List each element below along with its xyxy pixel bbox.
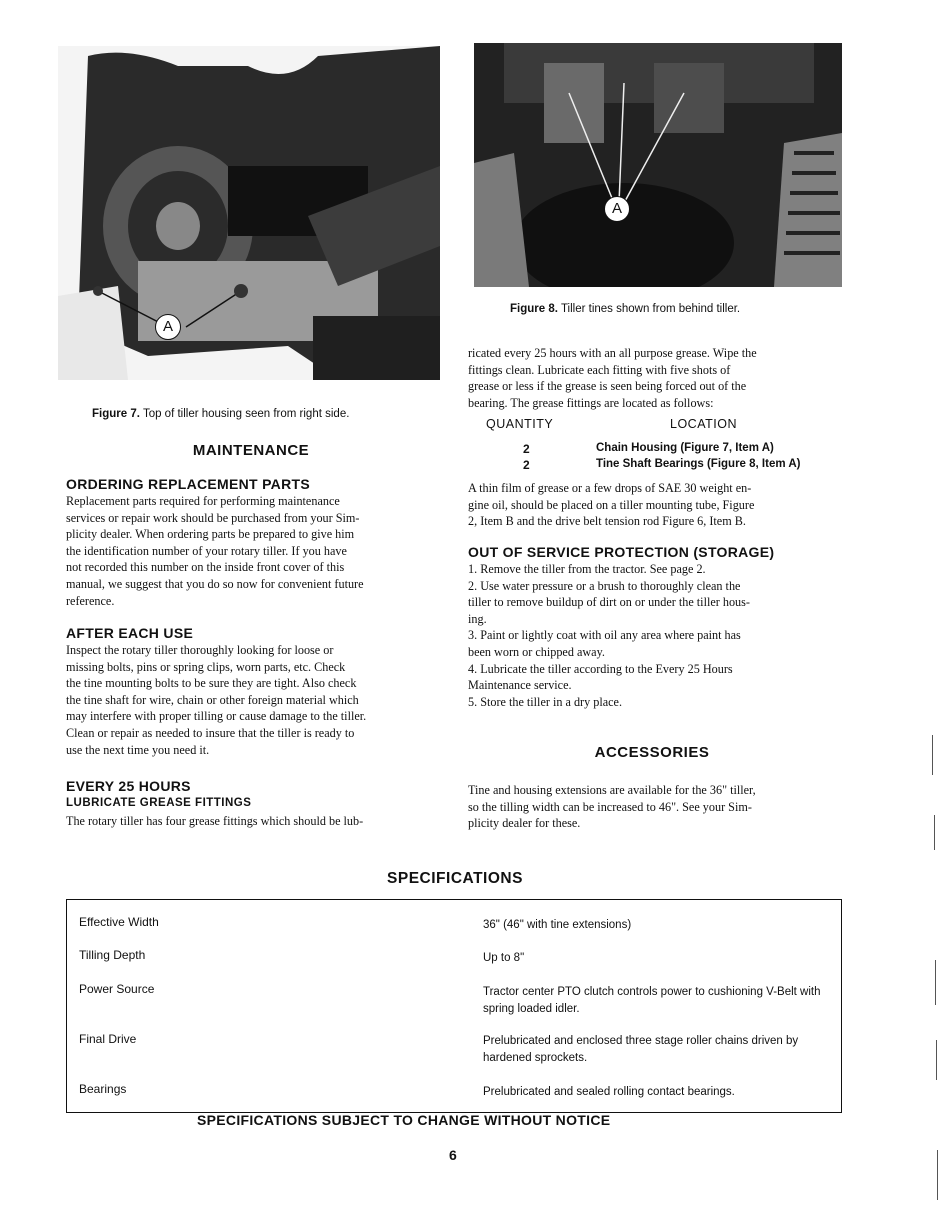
- after-line: the tine shaft for wire, chain or other foreign material which: [66, 692, 359, 707]
- figure-7-caption: [92, 408, 452, 420]
- spec-value-effective-width: 36" (46" with tine extensions): [483, 919, 632, 931]
- table-row-location: Chain Housing (Figure 7, Item A): [596, 442, 774, 454]
- specifications-heading: SPECIFICATIONS: [387, 870, 523, 887]
- storage-line: been worn or chipped away.: [468, 644, 605, 659]
- figure-8-caption: [510, 303, 840, 315]
- scan-edge-mark: [935, 960, 936, 1005]
- ordering-line: plicity dealer. When ordering parts be prepared to give him: [66, 527, 355, 542]
- ordering-line: reference.: [66, 593, 115, 608]
- spec-label-final-drive: Final Drive: [79, 1032, 137, 1046]
- figure-7-caption-text: Top of tiller housing seen from right side.: [142, 408, 350, 420]
- storage-line: 5. Store the tiller in a dry place.: [468, 694, 622, 709]
- ordering-line: not recorded this number on the inside front cover of this: [66, 560, 345, 575]
- figure-8-photo: [474, 43, 842, 287]
- scan-edge-mark: [937, 1150, 938, 1200]
- specifications-footer: SPECIFICATIONS SUBJECT TO CHANGE WITHOUT NOTICE: [197, 1112, 611, 1128]
- figure-8-caption-label: Figure 8.: [510, 303, 558, 315]
- specifications-table: [66, 899, 842, 1113]
- storage-line: Maintenance service.: [468, 678, 572, 693]
- maintenance-heading: MAINTENANCE: [192, 442, 310, 459]
- oil-body: [468, 480, 836, 530]
- after-line: missing bolts, pins or spring clips, worn parts, etc. Check: [66, 659, 346, 674]
- accessories-heading: ACCESSORIES: [594, 744, 710, 761]
- spec-label-power-source: Power Source: [79, 982, 155, 996]
- ordering-line: services or repair work should be purchased from your Sim-: [66, 510, 360, 525]
- figure-7-illustration: [58, 46, 440, 380]
- lubricate-grease-fittings-heading: LUBRICATE GREASE FITTINGS: [66, 797, 252, 809]
- accessories-body: [468, 782, 836, 832]
- accessories-line: so the tilling width can be increased to 46". See your Sim-: [468, 799, 752, 814]
- page-number: 6: [449, 1147, 457, 1163]
- spec-label-effective-width: Effective Width: [79, 915, 159, 929]
- accessories-line: plicity dealer for these.: [468, 816, 581, 831]
- spec-value-power-source: Tractor center PTO clutch controls power to cushioning V-Belt with spring loaded idler.: [483, 986, 821, 1015]
- figure-8-callout-a: A: [604, 196, 630, 222]
- lub-line: ricated every 25 hours with an all purpose grease. Wipe the: [468, 346, 757, 360]
- ordering-line: manual, we suggest that you do so now for convenient future: [66, 576, 364, 591]
- storage-line: 4. Lubricate the tiller according to the Every 25 Hours: [468, 661, 733, 676]
- figure-7-caption-label: Figure 7.: [92, 408, 140, 420]
- figure-8-illustration: [474, 43, 842, 287]
- ordering-line: the identification number of your rotary tiller. If you have: [66, 543, 347, 558]
- figure-8-caption-text: Tiller tines shown from behind tiller.: [560, 303, 741, 315]
- oil-line: 2, Item B and the drive belt tension rod Figure 6, Item B.: [468, 514, 746, 529]
- ordering-body: [66, 493, 436, 609]
- spec-value-final-drive: Prelubricated and enclosed three stage roller chains driven by hardened sprockets.: [483, 1035, 799, 1064]
- oil-line: A thin film of grease or a few drops of SAE 30 weight en-: [468, 481, 752, 495]
- accessories-line: Tine and housing extensions are available for the 36" tiller,: [468, 783, 756, 797]
- after-line: Inspect the rotary tiller thoroughly looking for loose or: [66, 643, 334, 657]
- after-each-use-heading: AFTER EACH USE: [66, 625, 194, 641]
- after-each-use-body: [66, 642, 436, 758]
- storage-list: [468, 561, 836, 710]
- scan-edge-mark: [934, 815, 935, 850]
- storage-line: 1. Remove the tiller from the tractor. See page 2.: [468, 562, 706, 576]
- every-25-hours-heading: EVERY 25 HOURS: [66, 778, 191, 794]
- storage-line: tiller to remove buildup of dirt on or under the tiller hous-: [468, 595, 750, 610]
- lub-line: bearing. The grease fittings are located as follows:: [468, 395, 714, 410]
- table-header-quantity: QUANTITY: [486, 417, 554, 431]
- lub-line: grease or less if the grease is seen being forced out of the: [468, 379, 747, 394]
- after-line: the tine mounting bolts to be sure they are tight. Also check: [66, 676, 357, 691]
- table-row-location: Tine Shaft Bearings (Figure 8, Item A): [596, 458, 801, 470]
- figure-7-callout-a: A: [155, 314, 181, 340]
- oil-line: gine oil, should be placed on a tiller mounting tube, Figure: [468, 497, 755, 512]
- table-row-qty: 2: [523, 458, 530, 472]
- spec-label-tilling-depth: Tilling Depth: [79, 948, 146, 962]
- after-line: Clean or repair as needed to insure that the tiller is ready to: [66, 725, 355, 740]
- lubricate-body: The rotary tiller has four grease fittings which should be lub-: [66, 814, 364, 828]
- spec-label-bearings: Bearings: [79, 1082, 127, 1096]
- storage-heading: OUT OF SERVICE PROTECTION (STORAGE): [468, 544, 775, 560]
- spec-value-tilling-depth: Up to 8": [483, 952, 525, 964]
- storage-line: 3. Paint or lightly coat with oil any area where paint has: [468, 628, 741, 643]
- spec-value-bearings: Prelubricated and sealed rolling contact bearings.: [483, 1086, 735, 1098]
- lubricate-continued-body: [468, 345, 836, 411]
- figure-7-photo: [58, 46, 440, 380]
- ordering-line: Replacement parts required for performing maintenance: [66, 494, 340, 508]
- scan-edge-mark: [932, 735, 933, 775]
- storage-line: 2. Use water pressure or a brush to thoroughly clean the: [468, 578, 741, 593]
- table-row-qty: 2: [523, 442, 530, 456]
- after-line: may interfere with proper tilling or cause damage to the tiller.: [66, 709, 367, 724]
- table-header-location: LOCATION: [670, 417, 737, 431]
- scan-edge-mark: [936, 1040, 937, 1080]
- lub-line: fittings clean. Lubricate each fitting with five shots of: [468, 362, 731, 377]
- ordering-heading: ORDERING REPLACEMENT PARTS: [66, 476, 310, 492]
- storage-line: ing.: [468, 611, 487, 626]
- after-line: use the next time you need it.: [66, 742, 210, 757]
